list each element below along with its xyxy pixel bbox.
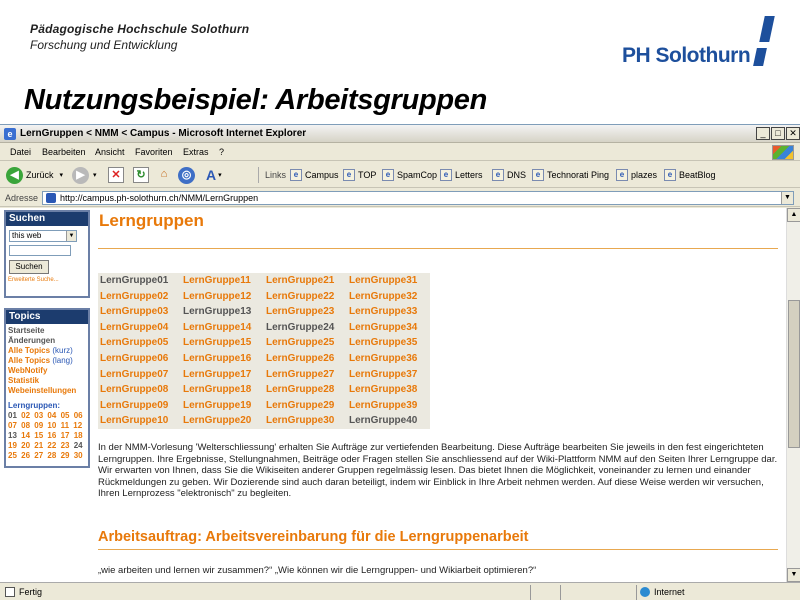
windows-logo-icon [772,145,794,160]
lerngruppe-link[interactable]: LernGruppe30 [266,415,335,427]
link-page-icon: e [492,169,504,181]
minimize-button[interactable]: _ [756,127,770,140]
refresh-button[interactable] [133,166,149,184]
lerngruppe-link[interactable]: LernGruppe07 [100,368,169,380]
topic-statistik[interactable]: Statistik [8,376,40,385]
chevron-down-icon: ▼ [66,231,76,241]
lerngruppe-number-link[interactable]: 01 [8,411,17,420]
link-page-icon: e [616,169,628,181]
menu-ansicht[interactable]: Ansicht [95,147,125,157]
lerngruppe-number-link[interactable]: 12 [73,421,83,430]
link-label: Letters [455,170,483,180]
lerngruppe-number-link[interactable]: 05 [60,411,70,420]
heading-rule [98,248,778,249]
link-top[interactable] [343,166,376,184]
lerngruppe-number-link[interactable]: 02 [21,411,31,420]
lerngruppe-link[interactable]: LernGruppe34 [349,321,418,333]
lerngruppe-link[interactable]: LernGruppe18 [183,384,252,396]
search-scope-select[interactable] [9,230,77,242]
link-page-icon: e [440,169,452,181]
page-viewport [0,208,786,582]
lerngruppe-number-link[interactable]: 23 [60,441,70,450]
lerngruppe-link[interactable]: LernGruppe05 [100,337,169,349]
link-label: plazes [631,170,658,180]
slide-title: Nutzungsbeispiel: Arbeitsgruppen [24,84,488,116]
lerngruppe-number-link[interactable]: 06 [73,411,83,420]
page-status-icon [5,587,15,597]
lerngruppe-link[interactable]: LernGruppe14 [183,321,252,333]
menu-bar [0,144,800,161]
topics-panel [4,308,90,468]
toolbar [0,162,800,188]
topic-startseite[interactable]: Startseite [8,326,45,335]
address-url: http://campus.ph-solothurn.ch/NMM/LernGruppen [60,193,259,203]
table-row [98,413,430,429]
media-button[interactable] [178,166,195,184]
lerngruppen-label: Lerngruppen: [8,401,60,410]
link-page-icon: e [343,169,355,181]
topics-panel-title: Topics [6,310,88,324]
lerngruppe-link[interactable]: LernGruppe17 [183,368,252,380]
forward-dropdown-icon: ▾ [93,172,97,179]
lerngruppe-link[interactable]: LernGruppe29 [266,399,335,411]
lerngruppe-number-link[interactable]: 28 [47,451,57,460]
back-button[interactable] [6,166,63,184]
lerngruppe-number-link[interactable]: 24 [73,441,83,450]
menu-help[interactable]: ? [219,147,225,157]
lerngruppe-link[interactable]: LernGruppe22 [266,290,335,302]
lerngruppe-number-link[interactable]: 22 [47,441,57,450]
scroll-down-icon[interactable]: ▼ [787,568,800,582]
status-bar [0,582,800,600]
lerngruppe-link[interactable]: LernGruppe02 [100,290,169,302]
globe-icon: ◎ [178,167,195,184]
lerngruppe-link[interactable]: LernGruppe27 [266,368,335,380]
link-label: BeatBlog [679,170,716,180]
address-bar [0,189,800,207]
forward-button[interactable] [72,166,97,184]
lerngruppe-number-link[interactable]: 08 [21,421,31,430]
page-icon [46,193,56,203]
close-button[interactable]: ✕ [786,127,800,140]
security-zone-label: Internet [654,587,685,597]
status-divider [560,585,561,600]
lerngruppe-link[interactable]: LernGruppe26 [266,352,335,364]
page-heading: Lerngruppen [99,211,204,230]
link-page-icon: e [532,169,544,181]
lerngruppe-link[interactable]: LernGruppe11 [183,275,251,286]
lerngruppe-number-link[interactable]: 21 [34,441,44,450]
lerngruppe-link[interactable]: LernGruppe19 [183,399,252,411]
back-label: Zurück [26,170,54,180]
link-letters[interactable] [440,166,483,184]
topic-webeinstellungen[interactable]: Webeinstellungen [8,386,77,395]
lerngruppe-link[interactable]: LernGruppe36 [349,352,418,364]
home-button[interactable] [156,166,172,184]
refresh-icon: ↻ [133,167,149,183]
search-input[interactable] [9,245,71,256]
intro-paragraph: In der NMM-Vorlesung 'Welterschliessung' erhalten Sie Aufträge zur vertiefenden Bearbeitung. Diese Aufträge bearbeiten Sie jeweils in den fest eingerichteten Lerngruppen. Ihre Ergebnisse, Stellungnahmen, Beiträge oder Fragen stellen Sie anschliessend auf der Wiki-Plattform NMM auf den Seiten Ihrer Lerngruppe dar. Wir erwarten von Ihnen, dass Sie die Wikiseiten anderer Gruppen regelmässig lesen. Das bietet Ihnen die Möglichkeit, voneinander zu lernen und einander Rückmeldungen zu geben. Wir Dozierende sind auch daran beteiligt, indem wir Einblick in Ihre Arbeit nehmen werden. Auf diese Weise werden wir versuchen, Ihren Lernprozess "elektronisch" zu begleiten. [98,442,778,500]
logo-text: PH Solothurn [622,44,751,67]
topic-extra: (kurz) [52,346,73,355]
lerngruppe-link[interactable]: LernGruppe37 [349,368,418,380]
link-label: Technorati Ping [547,170,610,180]
back-dropdown-icon: ▾ [59,172,64,179]
ph-solothurn-logo [620,14,780,70]
lerngruppen-number-links [6,411,90,461]
lerngruppe-number-link[interactable]: 07 [8,421,17,430]
address-label: Adresse [5,193,39,203]
lerngruppe-number-link[interactable]: 15 [34,431,44,440]
table-row [98,398,430,414]
browser-window [0,124,800,600]
link-beatblog[interactable] [664,166,716,184]
lerngruppe-link[interactable]: LernGruppe21 [266,275,335,286]
table-cell: LernGruppe01 [100,275,169,286]
link-page-icon: e [382,169,394,181]
topic-label: Alle Topics [8,346,51,355]
table-row [98,367,430,383]
menu-favoriten[interactable]: Favoriten [135,147,173,157]
table-row [98,351,430,367]
table-row [98,273,430,289]
lerngruppe-link[interactable]: LernGruppe15 [183,337,252,349]
window-title: LernGruppen < NMM < Campus - Microsoft Internet Explorer [20,128,307,139]
topic-alle-topics-kurz[interactable] [6,346,88,356]
lerngruppe-link[interactable]: LernGruppe09 [100,399,169,411]
lerngruppen-table [98,273,430,429]
back-arrow-icon: ◀ [6,167,23,184]
topic-extra: (lang) [52,356,73,365]
search-button[interactable]: Suchen [9,260,49,274]
scroll-thumb[interactable] [788,300,800,448]
lerngruppe-number-link[interactable]: 26 [21,451,31,460]
font-icon: A [206,167,217,183]
link-technorati-ping[interactable] [532,166,609,184]
lerngruppe-number-link[interactable]: 19 [8,441,17,450]
table-row [98,304,430,320]
lerngruppe-link[interactable]: LernGruppe06 [100,352,169,364]
status-divider [530,585,531,600]
lerngruppe-number-link[interactable]: 30 [73,451,83,460]
link-spamcop[interactable] [382,166,437,184]
table-row [98,289,430,305]
wiki-sidebar [4,210,90,468]
link-label: Campus [305,170,339,180]
link-label: SpamCop [397,170,438,180]
lerngruppe-number-link[interactable]: 16 [47,431,57,440]
link-campus[interactable] [290,166,339,184]
link-page-icon: e [664,169,676,181]
lerngruppe-number-link[interactable]: 18 [73,431,83,440]
lerngruppe-link[interactable]: LernGruppe35 [349,337,418,349]
lerngruppe-number-link[interactable]: 10 [47,421,57,430]
lerngruppe-link[interactable]: LernGruppe10 [100,415,169,427]
status-divider [636,585,637,600]
lerngruppe-link[interactable]: LernGruppe28 [266,384,335,396]
lerngruppe-number-link[interactable]: 17 [60,431,70,440]
font-button[interactable] [206,166,222,184]
search-panel-title: Suchen [6,212,88,226]
toolbar-separator [258,167,259,183]
ie-icon: e [4,128,16,140]
lerngruppe-link[interactable]: LernGruppe16 [183,352,252,364]
assignment-questions: „wie arbeiten und lernen wir zusammen?“ „Wie können wir die Lerngruppen- und Wikiarbeit optimieren?“ [98,565,537,576]
logo-mark-top [759,16,775,42]
institution-name: Pädagogische Hochschule Solothurn [30,22,250,36]
lerngruppe-number-link[interactable]: 29 [60,451,70,460]
table-row [98,320,430,336]
maximize-button[interactable]: □ [771,127,785,140]
window-titlebar [0,125,800,143]
address-dropdown-icon[interactable]: ▼ [781,192,793,204]
stop-button[interactable] [108,166,124,184]
lerngruppe-number-link[interactable]: 09 [34,421,44,430]
lerngruppe-link[interactable]: LernGruppe38 [349,384,418,396]
link-page-icon: e [290,169,302,181]
menu-bearbeiten[interactable]: Bearbeiten [42,147,86,157]
lerngruppe-number-link[interactable]: 14 [21,431,31,440]
topic-aenderungen[interactable]: Änderungen [8,336,56,345]
table-row [98,382,430,398]
logo-mark-bottom [753,48,767,66]
table-cell: LernGruppe40 [349,415,418,427]
lerngruppe-link[interactable]: LernGruppe08 [100,384,169,396]
stop-icon: ✕ [108,167,124,183]
lerngruppe-number-link[interactable]: 25 [8,451,17,460]
lerngruppe-number-link[interactable]: 11 [60,421,70,430]
lerngruppe-link[interactable]: LernGruppe12 [183,290,252,302]
lerngruppe-link[interactable]: LernGruppe33 [349,306,418,318]
table-cell: LernGruppe13 [183,306,252,318]
vertical-scrollbar[interactable] [786,208,800,582]
status-text: Fertig [19,587,43,597]
lerngruppe-link[interactable]: LernGruppe31 [349,275,418,286]
home-icon: ⌂ [160,168,168,180]
lerngruppe-link[interactable]: LernGruppe32 [349,290,418,302]
link-label: TOP [358,170,377,180]
lerngruppe-link[interactable]: LernGruppe23 [266,306,335,318]
topic-label: Alle Topics [8,356,51,365]
advanced-search-link[interactable]: Erweiterte Suche... [8,277,59,283]
search-panel [4,210,90,298]
links-label: Links [265,170,287,180]
lerngruppe-link[interactable]: LernGruppe04 [100,321,169,333]
search-scope-value: this web [12,231,42,240]
lerngruppe-link[interactable]: LernGruppe39 [349,399,418,411]
lerngruppe-number-link[interactable]: 03 [34,411,44,420]
link-plazes[interactable] [616,166,657,184]
lerngruppe-number-link[interactable]: 20 [21,441,31,450]
link-label: DNS [507,170,527,180]
lerngruppe-link[interactable]: LernGruppe20 [183,415,252,427]
lerngruppe-number-link[interactable]: 04 [47,411,57,420]
menu-extras[interactable]: Extras [183,147,209,157]
department-name: Forschung und Entwicklung [30,38,178,52]
font-dropdown-icon: ▾ [218,172,222,179]
internet-zone-icon [640,587,650,597]
table-cell: LernGruppe24 [266,321,335,333]
assignment-rule [98,549,778,550]
main-content [98,208,778,576]
assignment-heading: Arbeitsauftrag: Arbeitsvereinbarung für die Lerngruppenarbeit [98,529,529,545]
menu-datei[interactable]: Datei [10,147,32,157]
forward-arrow-icon: ▶ [72,167,89,184]
topic-webnotify[interactable]: WebNotify [8,366,48,375]
lerngruppe-link[interactable]: LernGruppe25 [266,337,335,349]
table-row [98,335,430,351]
lerngruppe-link[interactable]: LernGruppe03 [100,306,169,318]
lerngruppe-number-link[interactable]: 13 [8,431,17,440]
topic-alle-topics-lang[interactable] [6,356,88,366]
link-dns[interactable] [492,166,526,184]
lerngruppe-number-link[interactable]: 27 [34,451,44,460]
address-input[interactable] [42,191,794,205]
scroll-up-icon[interactable]: ▲ [787,208,800,222]
